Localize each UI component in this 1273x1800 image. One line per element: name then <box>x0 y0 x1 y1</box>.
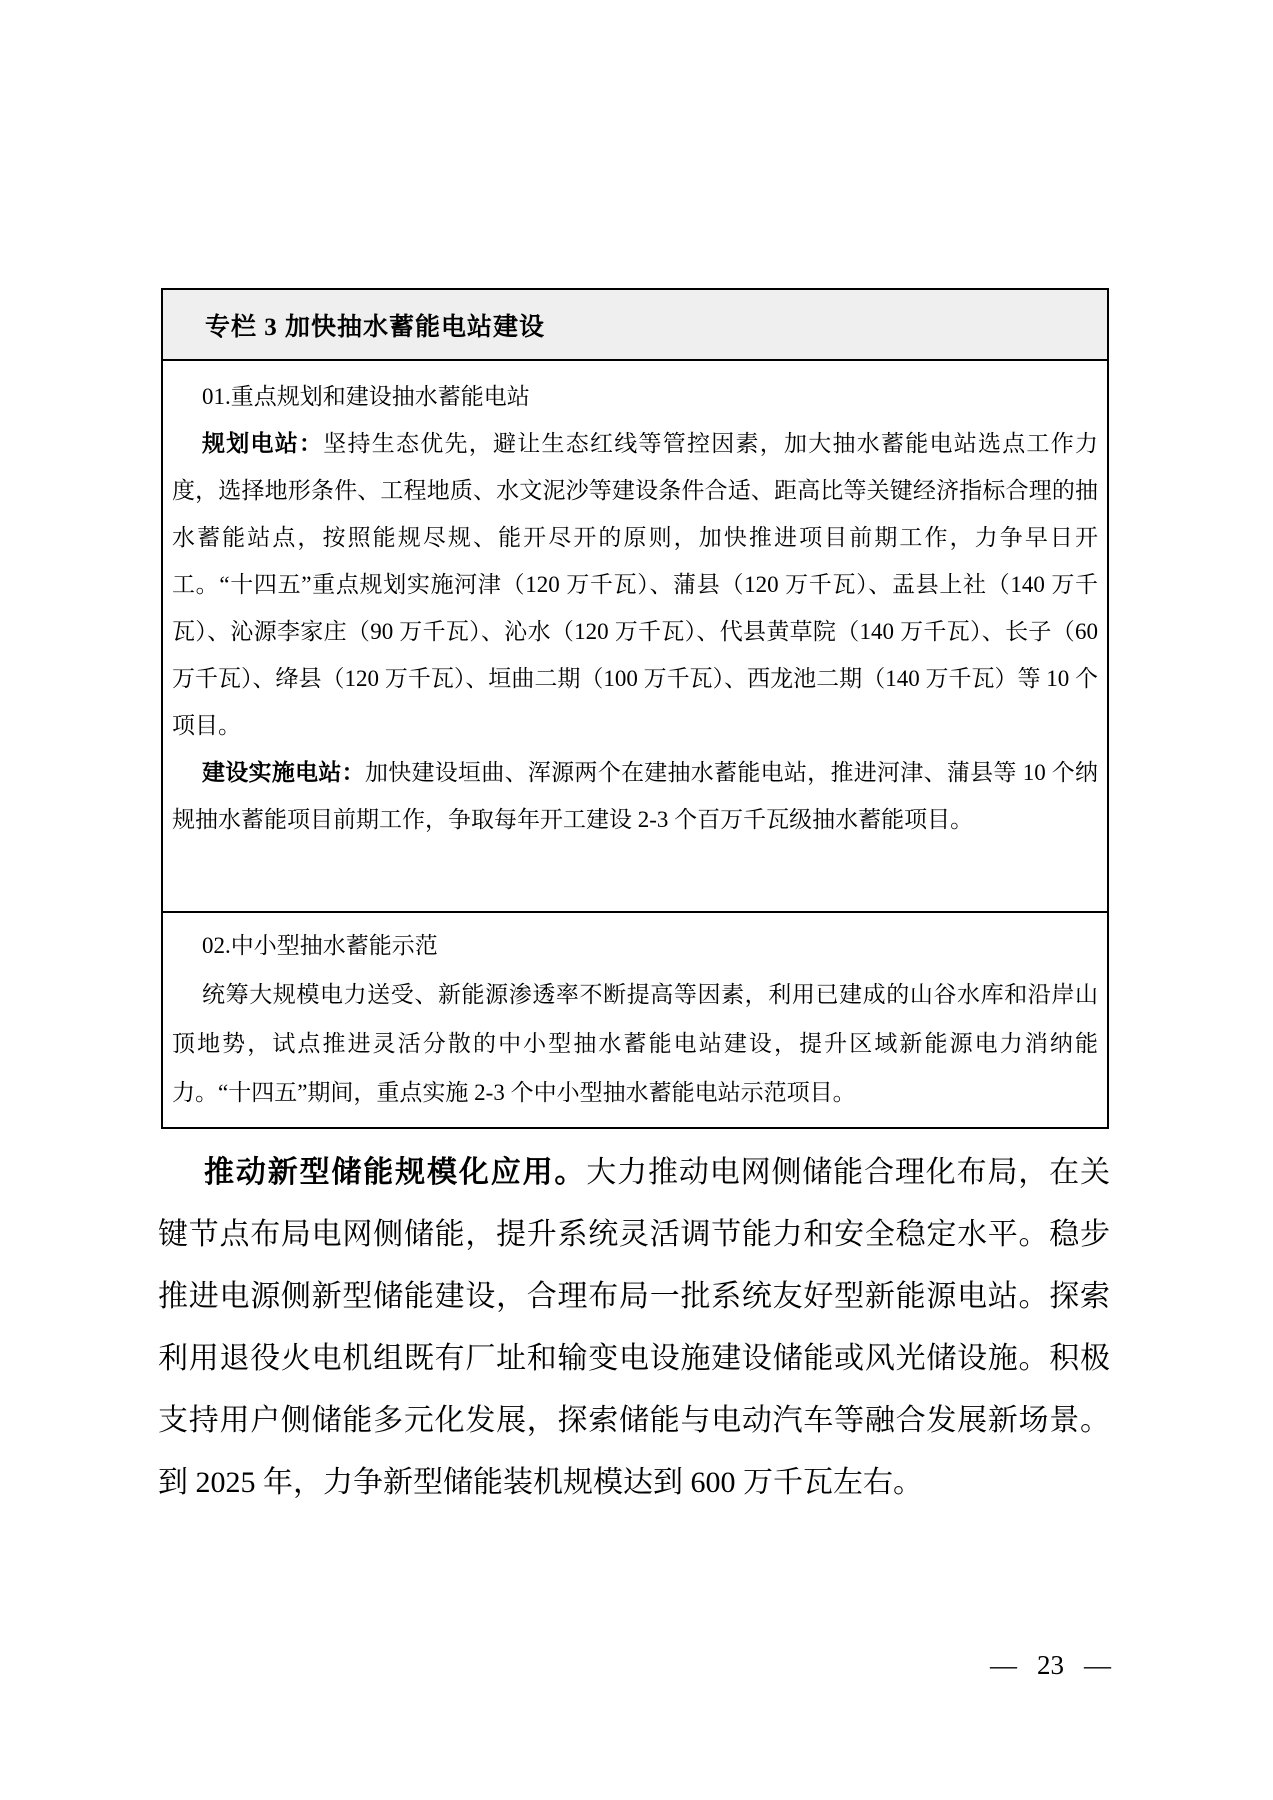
column-box <box>161 288 1109 1129</box>
footer-left-dash: — <box>990 1650 1017 1680</box>
construction-stations-label: 建设实施电站： <box>202 760 365 785</box>
section-02-heading: 02.中小型抽水蓄能示范 <box>202 933 438 958</box>
planning-stations-label: 规划电站： <box>202 431 324 456</box>
footer-right-dash: — <box>1084 1650 1111 1680</box>
section-01-paragraph-construction <box>172 749 1098 843</box>
body-paragraph-text: 大力推动电网侧储能合理化布局，在关键节点布局电网侧储能，提升系统灵活调节能力和安全稳定水平。稳步推进电源侧新型储能建设，合理布局一批系统友好型新能源电站。探索利用退役火电机组既有厂址和输变电设施建设储能或风光储设施。积极支持用户侧储能多元化发展，探索储能与电动汽车等融合发展新场景。到 2025 年，力争新型储能装机规模达到 600 万千瓦左右。 <box>158 1156 1111 1499</box>
column-box-section-01 <box>163 361 1107 913</box>
section-01-heading: 01.重点规划和建设抽水蓄能电站 <box>202 384 530 409</box>
planning-stations-text: 坚持生态优先，避让生态红线等管控因素，加大抽水蓄能电站选点工作力度，选择地形条件、工程地质、水文泥沙等建设条件合适、距高比等关键经济指标合理的抽水蓄能站点，按照能规尽规、能开尽开的原则，加快推进项目前期工作，力争早日开工。“十四五”重点规划实施河津（120 万千瓦）、蒲县（120 万千瓦）、盂县上社（140 万千瓦）、沁源李家庄（90 万千瓦）、沁水（120 万千瓦）、代县黄草院（140 万千瓦）、长子（60 万千瓦）、绛县（120 万千瓦）、垣曲二期（100 万千瓦）、西龙池二期（140 万千瓦）等 10 个项目。 <box>172 431 1098 738</box>
column-box-title: 专栏 3 加快抽水蓄能电站建设 <box>205 313 546 341</box>
column-box-header <box>163 290 1107 361</box>
page-footer <box>980 1650 1121 1681</box>
section-02-paragraph: 统筹大规模电力送受、新能源渗透率不断提高等因素，利用已建成的山谷水库和沿岸山顶地势，试点推进灵活分散的中小型抽水蓄能电站建设，提升区域新能源电力消纳能力。“十四五”期间，重点实施 2-3 个中小型抽水蓄能电站示范项目。 <box>172 982 1098 1105</box>
construction-stations-text: 加快建设垣曲、浑源两个在建抽水蓄能电站，推进河津、蒲县等 10 个纳规抽水蓄能项目前期工作，争取每年开工建设 2-3 个百万千瓦级抽水蓄能项目。 <box>172 760 1099 832</box>
page-number: 23 <box>1037 1650 1064 1680</box>
section-01-paragraph-planning <box>172 420 1098 749</box>
body-paragraph <box>158 1142 1110 1514</box>
body-paragraph-lead: 推动新型储能规模化应用。 <box>204 1156 587 1189</box>
column-box-section-02 <box>163 913 1107 1127</box>
